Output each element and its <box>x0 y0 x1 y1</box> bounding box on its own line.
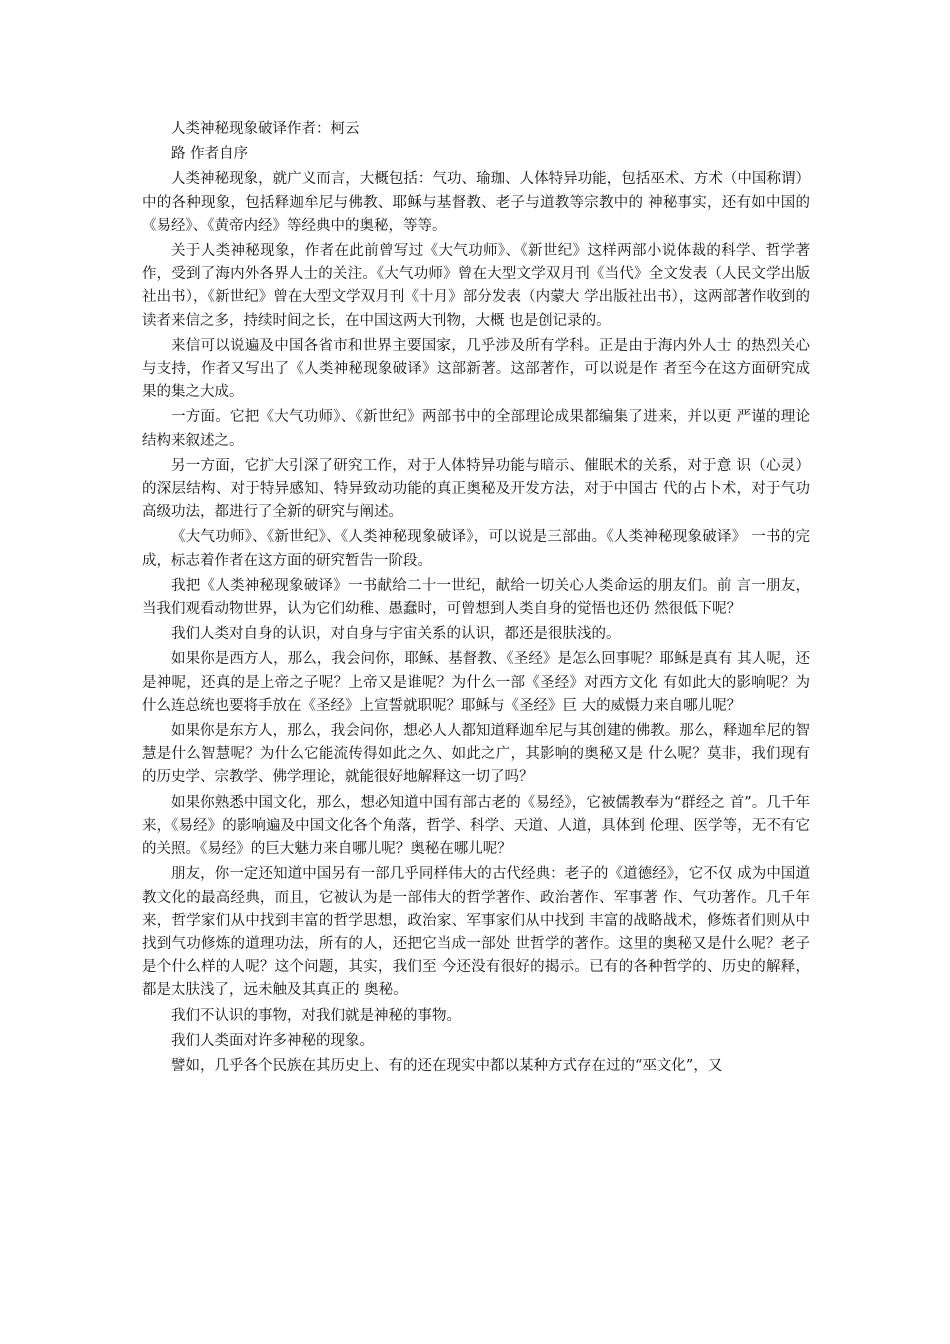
paragraph: 我们人类面对许多神秘的现象。 <box>171 1032 374 1049</box>
paragraph: 来信可以说遍及中国各省市和世界主要国家，几乎涉及所有学科。正是由于海内外人士 的热烈关心与支持，作者又写出了《人类神秘现象破译》这部新著。这部著作，可以说是作 者至今在这方面研究成果的集之大成。 <box>142 337 810 401</box>
document-subtitle: 路 作者自序 <box>171 146 249 163</box>
paragraph: 我把《人类神秘现象破译》一书献给二十一世纪，献给一切关心人类命运的朋友们。前 言一朋友，当我们观看动物世界，认为它们幼稚、愚蠢时，可曾想到人类自身的觉悟也还仍 然很低下呢？ <box>142 577 810 618</box>
paragraph: 如果你熟悉中国文化，那么，想必知道中国有部古老的《易经》，它被儒教奉为“群经之 首”。几千年来，《易经》的影响遍及中国文化各个角落，哲学、科学、天道、人道，具体到 伦理、医学等，无不有它的关照。《易经》的巨大魅力来自哪儿呢？奥秘在哪儿呢？ <box>142 794 810 858</box>
paragraph: 另一方面，它扩大引深了研究工作，对于人体特异功能与暗示、催眠术的关系，对于意 识（心灵）的深层结构、对于特异感知、特异致动功能的真正奥秘及开发方法，对于中国古 代的占卜术，对于气功高级功法，都进行了全新的研究与阐述。 <box>142 457 810 521</box>
paragraph: 我们不认识的事物，对我们就是神秘的事物。 <box>171 1007 461 1024</box>
document-title: 人类神秘现象破译作者：柯云 <box>171 121 360 137</box>
paragraph: 关于人类神秘现象，作者在此前曾写过《大气功师》、《新世纪》这样两部小说体裁的科学、哲学著作，受到了海内外各界人士的关注。《大气功师》曾在大型文学双月刊《当代》全文发表（人民文学出版社出书），《新世纪》曾在大型文学双月刊《十月》部分发表（内蒙大 学出版社出书），这两部著作收到的读者来信之多，持续时间之长，在中国这两大刊物，大概 也是创记录的。 <box>142 243 810 329</box>
paragraph: 一方面。它把《大气功师》、《新世纪》两部书中的全部理论成果都编集了进来，并以更 严谨的理论结构来叙述之。 <box>142 409 810 449</box>
paragraph: 人类神秘现象，就广义而言，大概包括：气功、瑜珈、人体特异功能，包括巫术、方术（中国称谓）中的各种现象，包括释迦牟尼与佛教、耶稣与基督教、老子与道教等宗教中的 神秘事实，还有如中国的《易经》、《黄帝内经》等经典中的奥秘，等等。 <box>142 171 810 234</box>
paragraph: 譬如，几乎各个民族在其历史上、有的还在现实中都以某种方式存在过的“巫文化”，又 <box>171 1057 723 1074</box>
paragraph: 如果你是东方人，那么，我会问你，想必人人都知道释迦牟尼与其创建的佛教。那么，释迦牟尼的智慧是什么智慧呢？为什么它能流传得如此之久、如此之广，其影响的奥秘又是 什么呢？莫非，我们现有的历史学、宗教学、佛学理论，就能很好地解释这一切了吗？ <box>142 723 810 786</box>
paragraph: 《大气功师》、《新世纪》、《人类神秘现象破译》，可以说是三部曲。《人类神秘现象破译》 一书的完成，标志着作者在这方面的研究暂告一阶段。 <box>142 529 810 569</box>
document-body <box>142 118 810 1080</box>
paragraph: 朋友，你一定还知道中国另有一部几乎同样伟大的古代经典：老子的《道德经》，它不仅 成为中国道教文化的最高经典，而且，它被认为是一部伟大的哲学著作、政治著作、军事著 作、气功著作。几千年来，哲学家们从中找到丰富的哲学思想，政治家、军事家们从中找到 丰富的战略战术，修炼者们则从中找到气功修炼的道理功法，所有的人，还把它当成一部处 世哲学的著作。这里的奥秘又是什么呢？老子是个什么样的人呢？这个问题，其实，我们至 今还没有很好的揭示。已有的各种哲学的、历史的解释，都是太肤浅了，远未触及其真正的 奥秘。 <box>142 866 810 999</box>
paragraph: 我们人类对自身的认识，对自身与宇宙关系的认识，都还是很肤浅的。 <box>171 626 621 643</box>
paragraph: 如果你是西方人，那么，我会问你，耶稣、基督教、《圣经》是怎么回事呢？耶稣是真有 其人呢，还是神呢，还真的是上帝之子呢？上帝又是谁呢？为什么一部《圣经》对西方文化 有如此大的影响呢？为什么连总统也要将手放在《圣经》上宣誓就职呢？耶稣与《圣经》巨 大的威慑力来自哪儿呢？ <box>142 651 810 714</box>
